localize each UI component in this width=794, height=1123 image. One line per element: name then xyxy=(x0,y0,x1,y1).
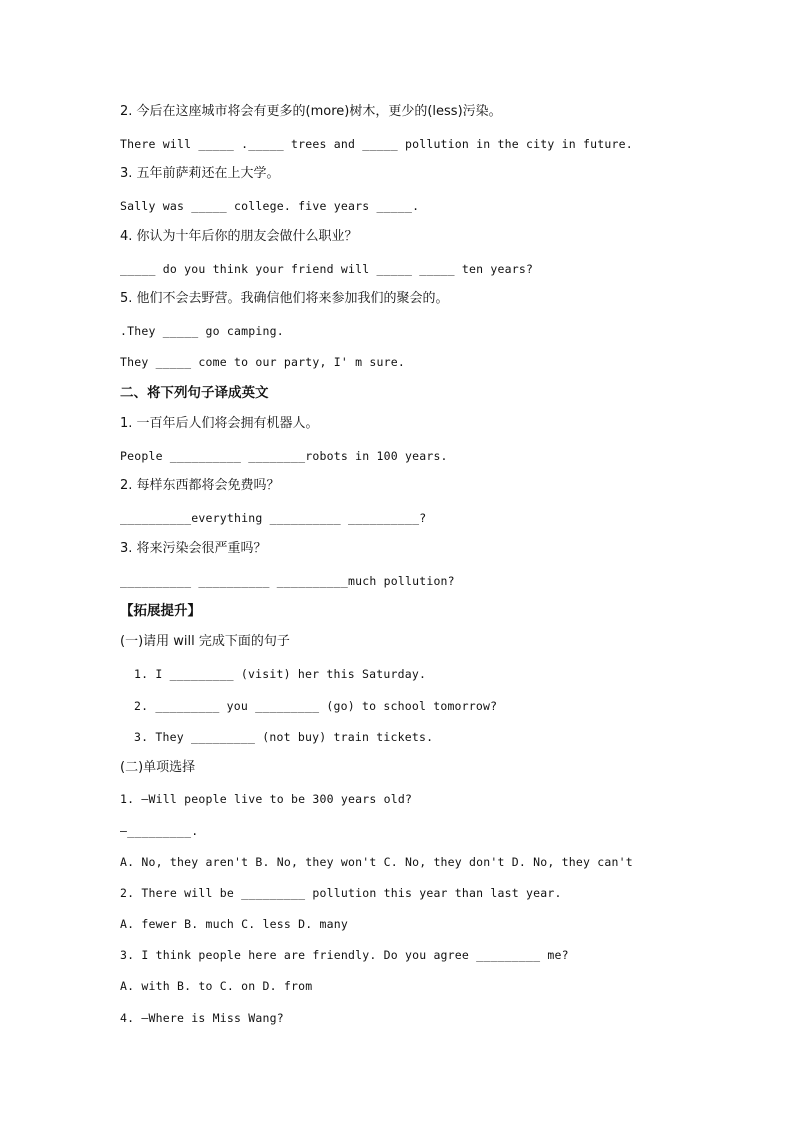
translate-3-blank: __________ __________ __________much pollution? xyxy=(120,574,455,588)
choice-3-question: 3. I think people here are friendly. Do you agree _________ me? xyxy=(120,948,569,962)
will-item-2: 2. _________ you _________ (go) to school tomorrow? xyxy=(134,699,498,713)
subsection-choice: (二)单项选择 xyxy=(120,760,196,775)
translate-1-prompt: 1. 一百年后人们将会拥有机器人。 xyxy=(120,416,319,431)
question-2-blank: There will _____ ._____ trees and _____ pollution in the city in future. xyxy=(120,137,633,151)
will-item-3: 3. They _________ (not buy) train tickets. xyxy=(134,730,434,744)
question-4-prompt: 4. 你认为十年后你的朋友会做什么职业？ xyxy=(120,229,358,244)
choice-3-options: A. with B. to C. on D. from xyxy=(120,979,313,993)
question-3-prompt: 3. 五年前萨莉还在上大学。 xyxy=(120,166,280,181)
choice-2-question: 2. There will be _________ pollution this year than last year. xyxy=(120,886,562,900)
translate-2-blank: __________everything __________ __________? xyxy=(120,511,427,525)
question-5-prompt: 5. 他们不会去野营。我确信他们将来参加我们的聚会的。 xyxy=(120,291,449,306)
section-heading-extension: 【拓展提升】 xyxy=(120,603,201,619)
translate-1-blank: People __________ ________robots in 100 years. xyxy=(120,449,448,463)
question-5-blank-b: They _____ come to our party, I' m sure. xyxy=(120,355,405,369)
choice-1-question: 1. —Will people live to be 300 years old? xyxy=(120,792,413,806)
choice-2-options: A. fewer B. much C. less D. many xyxy=(120,917,348,931)
question-4-blank: _____ do you think your friend will _____ _____ ten years? xyxy=(120,262,534,276)
question-2-prompt: 2. 今后在这座城市将会有更多的(more)树木，更少的(less)污染。 xyxy=(120,104,502,119)
choice-1-answer-blank: —_________. xyxy=(120,824,199,838)
will-item-1: 1. I _________ (visit) her this Saturday. xyxy=(134,667,427,681)
translate-2-prompt: 2. 每样东西都将会免费吗？ xyxy=(120,478,280,493)
question-5-blank-a: .They _____ go camping. xyxy=(120,324,284,338)
question-3-blank: Sally was _____ college. five years _____. xyxy=(120,199,420,213)
choice-1-options: A. No, they aren't B. No, they won't C. No, they don't D. No, they can't xyxy=(120,855,633,869)
section-heading-translate: 二、将下列句子译成英文 xyxy=(120,385,269,401)
choice-4-question: 4. —Where is Miss Wang? xyxy=(120,1011,284,1025)
translate-3-prompt: 3. 将来污染会很严重吗？ xyxy=(120,541,267,556)
subsection-will: (一)请用 will 完成下面的句子 xyxy=(120,634,290,649)
